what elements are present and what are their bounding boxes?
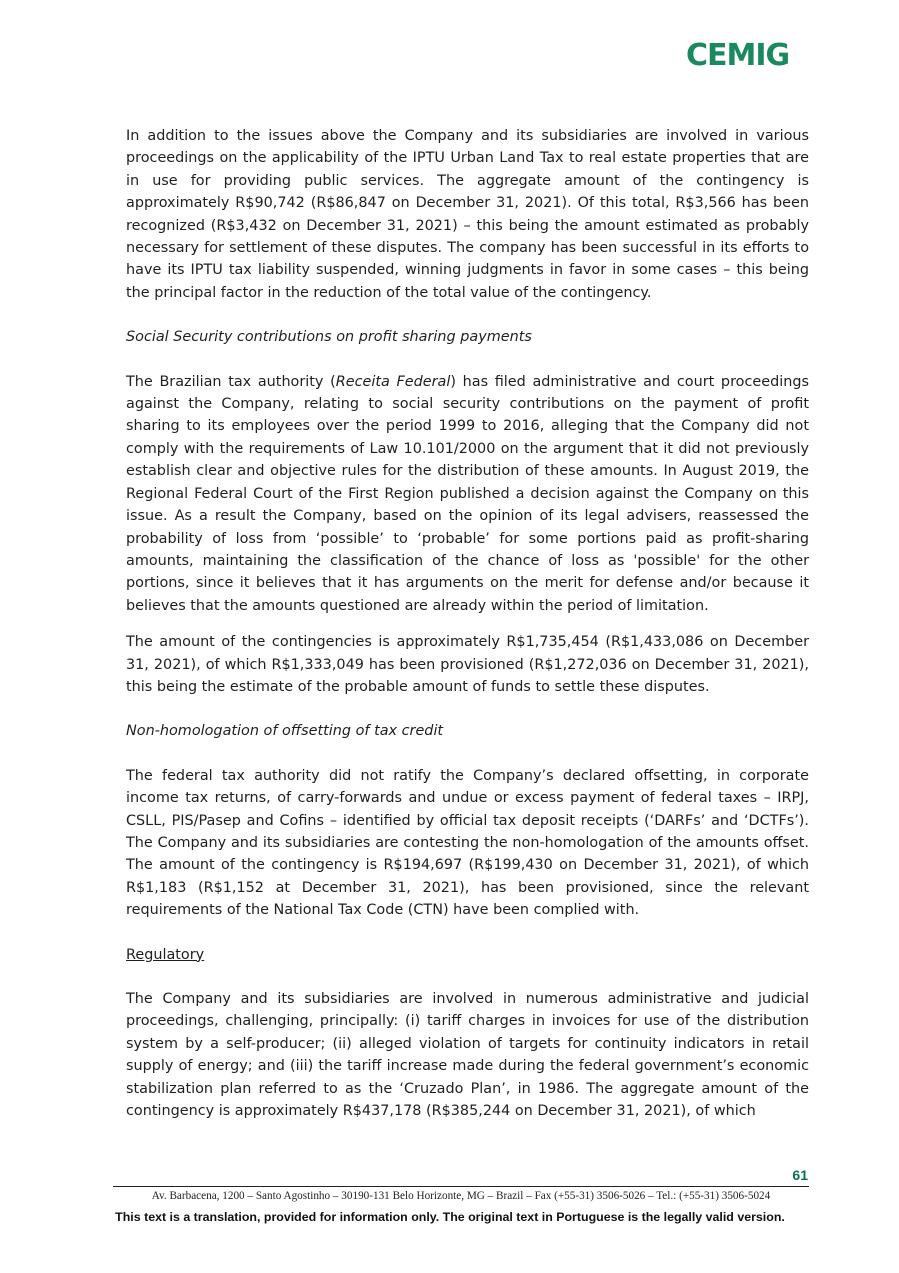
paragraph-iptu: In addition to the issues above the Company and its subsidiaries are involved in various proceedings on the applicability of the IPTU Urban Land Tax to real estate properties that are in use for providing public services. The aggregate amount of the contingency is approximately R$90,742 (R$86,847 on December 31, 2021). Of this total, R$3,566 has been recognized (R$3,432 on December 31, 2021) – this being the amount estimated as probably necessary for settlement of these disputes. The company has been successful in its efforts to have its IPTU tax liability suspended, winning judgments in favor in some cases – this being the principal factor in the reduction of the total value of the contingency. xyxy=(126,128,809,301)
paragraph-regulatory: The Company and its subsidiaries are involved in numerous administrative and judicial proceedings, challenging, principally: (i) tariff charges in invoices for use of the distribution system by a self-producer; (ii) alleged violation of targets for continuity indicators in retail supply of energy; and (iii) the tariff increase made during the federal government’s economic stabilization plan referred to as the ‘Cruzado Plan’, in 1986. The aggregate amount of the contingency is approximately R$437,178 (R$385,244 on December 31, 2021), of which xyxy=(126,991,809,1120)
footer-divider xyxy=(113,1186,809,1187)
cemig-logo-mark xyxy=(686,37,806,71)
cemig-logo xyxy=(686,37,806,71)
paragraph-offsetting: The federal tax authority did not ratify the Company’s declared offsetting, in corporate income tax returns, of carry-forwards and undue or excess payment of federal taxes – IRPJ, CSLL, PIS/Pasep and Cofins – identified by official tax deposit receipts (‘DARFs’ and ‘DCTFs’). The Company and its subsidiaries are contesting the non-homologation of the amounts offset. The amount of the contingency is R$194,697 (R$199,430 on December 31, 2021), of which R$1,183 (R$1,152 at December 31, 2021), has been provisioned, since the relevant requirements of the National Tax Code (CTN) have been complied with. xyxy=(126,767,809,919)
heading-social-security: Social Security contributions on profit sharing payments xyxy=(126,329,532,346)
logo-text: CEMIG xyxy=(686,38,790,71)
heading-non-homologation: Non-homologation of offsetting of tax credit xyxy=(126,723,444,740)
receita-federal-term: Receita Federal xyxy=(335,373,451,390)
page-number: 61 xyxy=(792,1167,808,1183)
translation-notice: This text is a translation, provided for information only. The original text in Portuguese is the legally valid version. xyxy=(115,1210,785,1224)
paragraph-profit-sharing xyxy=(126,371,809,617)
paragraph-profit-sharing-start: The Brazilian tax authority ( xyxy=(126,373,336,390)
heading-regulatory: Regulatory xyxy=(126,946,205,963)
document-body xyxy=(126,125,809,1122)
paragraph-contingency-amounts: The amount of the contingencies is approximately R$1,735,454 (R$1,433,086 on December 31, 2021), of which R$1,333,049 has been provisioned (R$1,272,036 on December 31, 2021), this being the estimate of the probable amount of funds to settle these disputes. xyxy=(126,634,809,695)
footer-address: Av. Barbacena, 1200 – Santo Agostinho – 30190-131 Belo Horizonte, MG – Brazil – Fax (+55-31) 3506-5026 – Tel.: (+55-31) 3506-5024 xyxy=(151,1190,771,1202)
paragraph-profit-sharing-rest: ) has filed administrative and court proceedings against the Company, relating to social security contributions on the payment of profit sharing to its employees over the period 1999 to 2016, alleging that the Company did not comply with the requirements of Law 10.101/2000 on the argument that it did not previously establish clear and objective rules for the distribution of these amounts. In August 2019, the Regional Federal Court of the First Region published a decision against the Company on this issue. As a result the Company, based on the opinion of its legal advisers, reassessed the probability of loss from ‘possible’ to ‘probable’ for some portions paid as profit-sharing amounts, maintaining the classification of the chance of loss as 'possible' for the other portions, since it believes that it has arguments on the merit for defense and/or because it believes that the amounts questioned are already within the period of limitation. xyxy=(126,373,809,614)
